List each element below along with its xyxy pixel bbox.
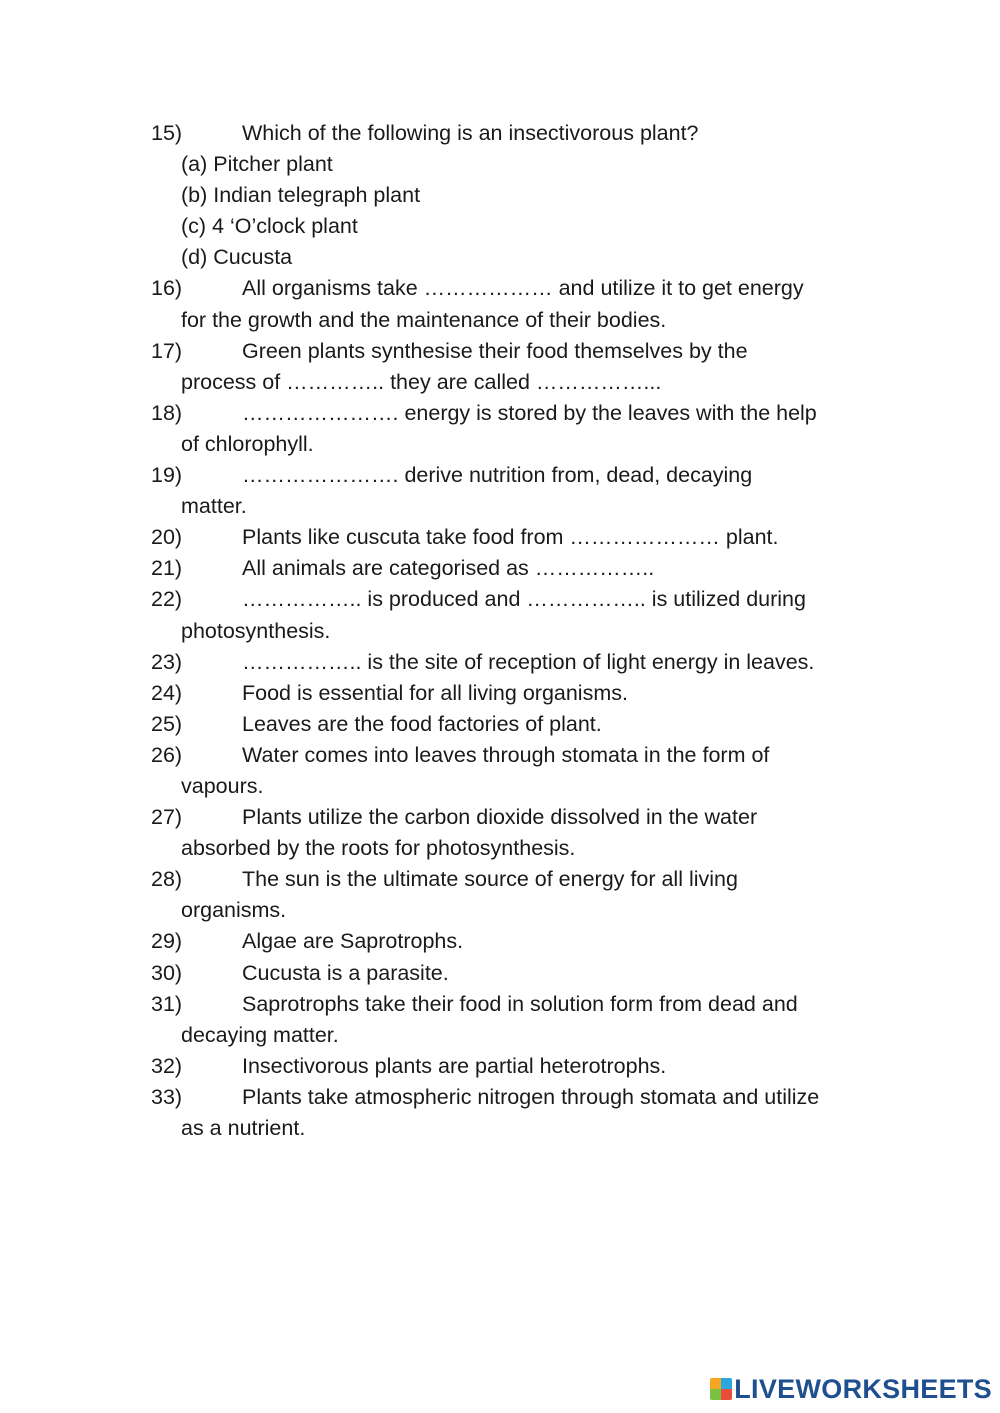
question-line	[151, 1051, 881, 1082]
question-number: 18)	[151, 400, 183, 425]
question-number: 33)	[151, 1084, 183, 1109]
question-line	[151, 460, 881, 491]
question-line	[151, 522, 881, 553]
question-number: 15)	[151, 121, 183, 145]
question-number: 16)	[151, 276, 183, 301]
question-continuation	[151, 367, 881, 398]
question-text: All organisms take ……………… and utilize it to get energy	[242, 276, 804, 301]
question-line	[151, 802, 881, 833]
continuation-text: vapours.	[181, 773, 264, 798]
brand-name: LIVEWORKSHEETS	[734, 1374, 992, 1404]
question-number: 25)	[151, 711, 183, 736]
question-text: Food is essential for all living organisms.	[242, 680, 628, 705]
question-text: All animals are categorised as ……………..	[242, 556, 655, 581]
continuation-text: photosynthesis.	[181, 618, 331, 643]
question-line	[151, 709, 881, 740]
answer-option	[151, 211, 881, 242]
question-number: 21)	[151, 556, 183, 581]
question-line	[151, 926, 881, 957]
question-line	[151, 647, 881, 678]
question-text: Plants utilize the carbon dioxide dissolved in the water	[242, 805, 758, 830]
question-number: 22)	[151, 587, 183, 612]
question-text: The sun is the ultimate source of energy for all living	[242, 867, 738, 892]
question-line	[151, 398, 881, 429]
answer-option	[151, 149, 881, 180]
question-line	[151, 553, 881, 584]
question-line	[151, 336, 881, 367]
question-number: 26)	[151, 742, 183, 767]
liveworksheets-logo-icon	[710, 1378, 732, 1400]
question-line	[151, 678, 881, 709]
question-list	[151, 118, 881, 1144]
question-line	[151, 864, 881, 895]
question-text: …………………. energy is stored by the leaves with the help	[242, 400, 817, 425]
question-text: Water comes into leaves through stomata in the form of	[242, 742, 770, 767]
question-continuation	[151, 833, 881, 864]
question-text: …………….. is the site of reception of light energy in leaves.	[242, 649, 815, 674]
question-text: Green plants synthesise their food themselves by the	[242, 338, 748, 363]
continuation-text: process of ………….. they are called ……………...	[181, 369, 662, 394]
question-text: Plants like cuscuta take food from ………………… plant.	[242, 525, 779, 550]
question-number: 19)	[151, 463, 183, 488]
question-text: …………….. is produced and …………….. is utilized during	[242, 587, 806, 612]
continuation-text: as a nutrient.	[181, 1116, 306, 1140]
question-number: 20)	[151, 525, 183, 550]
question-line	[151, 273, 881, 304]
question-continuation	[151, 429, 881, 460]
question-number: 31)	[151, 991, 183, 1016]
continuation-text: organisms.	[181, 898, 287, 923]
question-text: Which of the following is an insectivorous plant?	[242, 121, 699, 145]
question-continuation	[151, 305, 881, 336]
question-continuation	[151, 1113, 881, 1144]
option-text: (d) Cucusta	[181, 245, 293, 270]
liveworksheets-brand	[710, 1375, 992, 1403]
continuation-text: of chlorophyll.	[181, 431, 314, 456]
question-text: Leaves are the food factories of plant.	[242, 711, 602, 736]
option-text: (c) 4 ‘O’clock plant	[181, 214, 358, 239]
question-number: 29)	[151, 929, 183, 954]
option-text: (b) Indian telegraph plant	[181, 183, 421, 208]
question-number: 27)	[151, 805, 183, 830]
question-line	[151, 1082, 881, 1113]
question-number: 30)	[151, 960, 183, 985]
question-line	[151, 740, 881, 771]
question-line	[151, 584, 881, 615]
question-number: 32)	[151, 1053, 183, 1078]
answer-option	[151, 242, 881, 273]
question-text: Algae are Saprotrophs.	[242, 929, 464, 954]
question-continuation	[151, 491, 881, 522]
question-line	[151, 958, 881, 989]
option-text: (a) Pitcher plant	[181, 152, 333, 177]
question-text: Plants take atmospheric nitrogen through stomata and utilize	[242, 1084, 820, 1109]
question-continuation	[151, 895, 881, 926]
question-line	[151, 118, 881, 149]
continuation-text: absorbed by the roots for photosynthesis.	[181, 836, 576, 861]
question-text: Saprotrophs take their food in solution form from dead and	[242, 991, 798, 1016]
question-number: 24)	[151, 680, 183, 705]
question-text: Cucusta is a parasite.	[242, 960, 449, 985]
answer-option	[151, 180, 881, 211]
question-line	[151, 989, 881, 1020]
question-number: 17)	[151, 338, 183, 363]
question-text: Insectivorous plants are partial heterotrophs.	[242, 1053, 667, 1078]
question-text: …………………. derive nutrition from, dead, decaying	[242, 463, 753, 488]
question-continuation	[151, 771, 881, 802]
question-continuation	[151, 616, 881, 647]
question-continuation	[151, 1020, 881, 1051]
continuation-text: for the growth and the maintenance of their bodies.	[181, 307, 667, 332]
question-number: 28)	[151, 867, 183, 892]
question-number: 23)	[151, 649, 183, 674]
continuation-text: matter.	[181, 494, 247, 519]
continuation-text: decaying matter.	[181, 1022, 339, 1047]
